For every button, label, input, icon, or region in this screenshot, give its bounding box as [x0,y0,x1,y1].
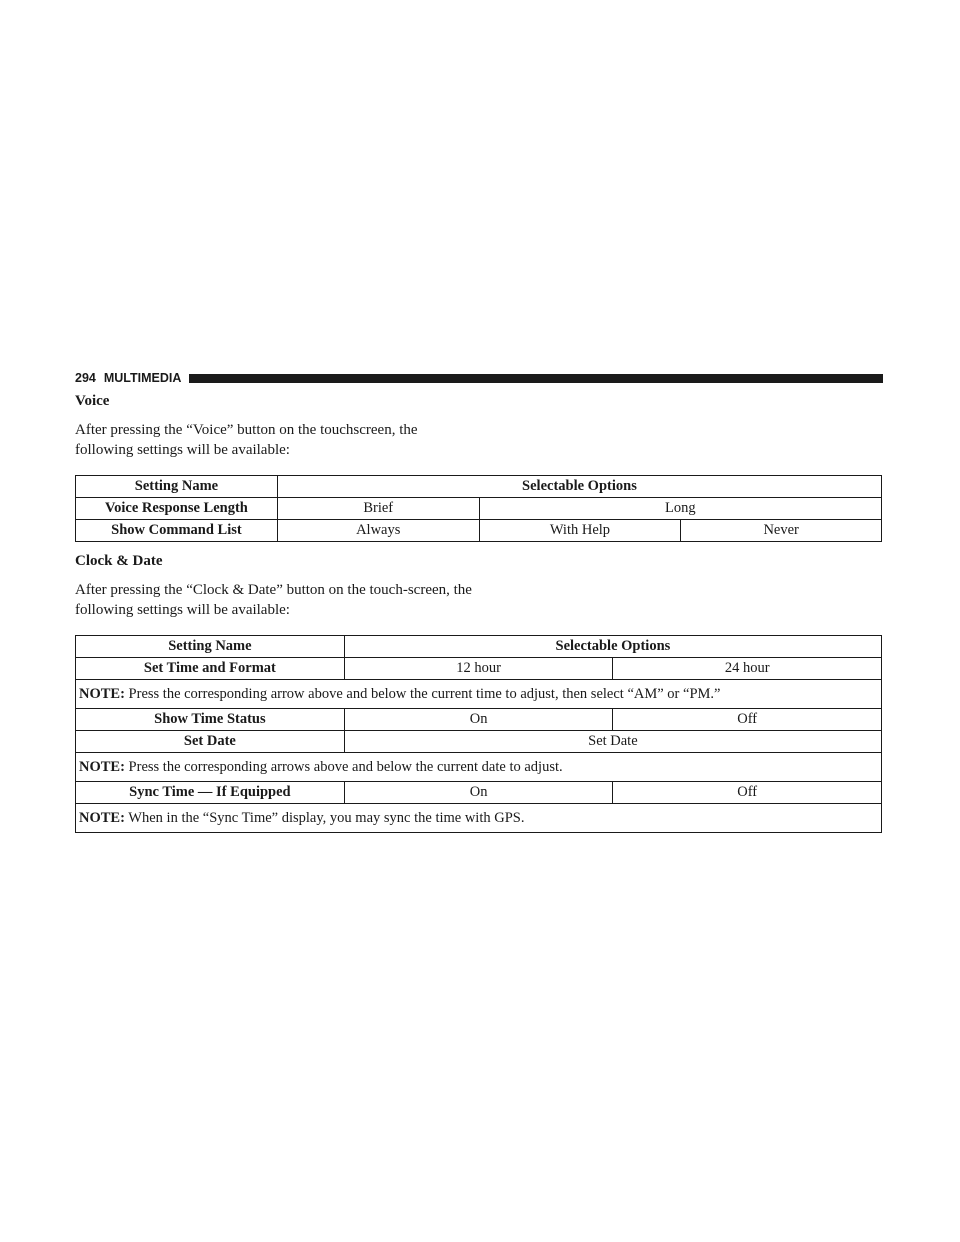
voice-intro: After pressing the “Voice” button on the touchscreen, the following settings will be available: [75,422,418,458]
setting-name: Set Time and Format [76,658,345,680]
note-row [76,804,882,833]
note-text: Press the corresponding arrows above and below the current date to adjust. [128,758,563,775]
voice-settings-table [75,475,882,542]
note-label: NOTE: [79,758,125,775]
voice-heading: Voice [75,393,110,409]
note-label: NOTE: [79,809,125,826]
option-cell: Never [681,520,882,542]
option-cell: On [344,709,613,731]
note-cell [76,753,882,782]
table-row [76,731,882,753]
table-row [76,520,882,542]
col-setting-name: Setting Name [76,636,345,658]
table-row [76,709,882,731]
clock-date-settings-table [75,635,882,833]
table-header-row [76,636,882,658]
setting-name: Show Time Status [76,709,345,731]
option-cell: Off [613,782,882,804]
page-number: 294 [75,371,96,385]
col-selectable-options: Selectable Options [277,476,881,498]
note-row [76,753,882,782]
header-rule [189,374,883,383]
option-cell: With Help [479,520,681,542]
setting-name: Show Command List [76,520,278,542]
note-row [76,680,882,709]
option-cell: On [344,782,613,804]
option-cell: Set Date [344,731,881,753]
option-cell: 24 hour [613,658,882,680]
note-cell [76,680,882,709]
table-row [76,498,882,520]
note-label: NOTE: [79,685,125,702]
col-selectable-options: Selectable Options [344,636,881,658]
option-cell: Off [613,709,882,731]
clock-date-heading: Clock & Date [75,553,163,569]
section-title: MULTIMEDIA [103,371,182,385]
option-cell: Long [479,498,881,520]
note-cell [76,804,882,833]
note-text: Press the corresponding arrow above and below the current time to adjust, then select “AM” or “PM.” [128,685,721,702]
setting-name: Sync Time — If Equipped [76,782,345,804]
setting-name: Voice Response Length [76,498,278,520]
option-cell: Always [277,520,479,542]
table-row [76,782,882,804]
note-text: When in the “Sync Time” display, you may sync the time with GPS. [128,809,525,826]
col-setting-name: Setting Name [76,476,278,498]
option-cell: Brief [277,498,479,520]
clock-date-intro: After pressing the “Clock & Date” button on the touch-screen, the following settings will be available: [75,582,472,618]
page-header [75,369,883,387]
setting-name: Set Date [76,731,345,753]
table-header-row [76,476,882,498]
table-row [76,658,882,680]
option-cell: 12 hour [344,658,613,680]
